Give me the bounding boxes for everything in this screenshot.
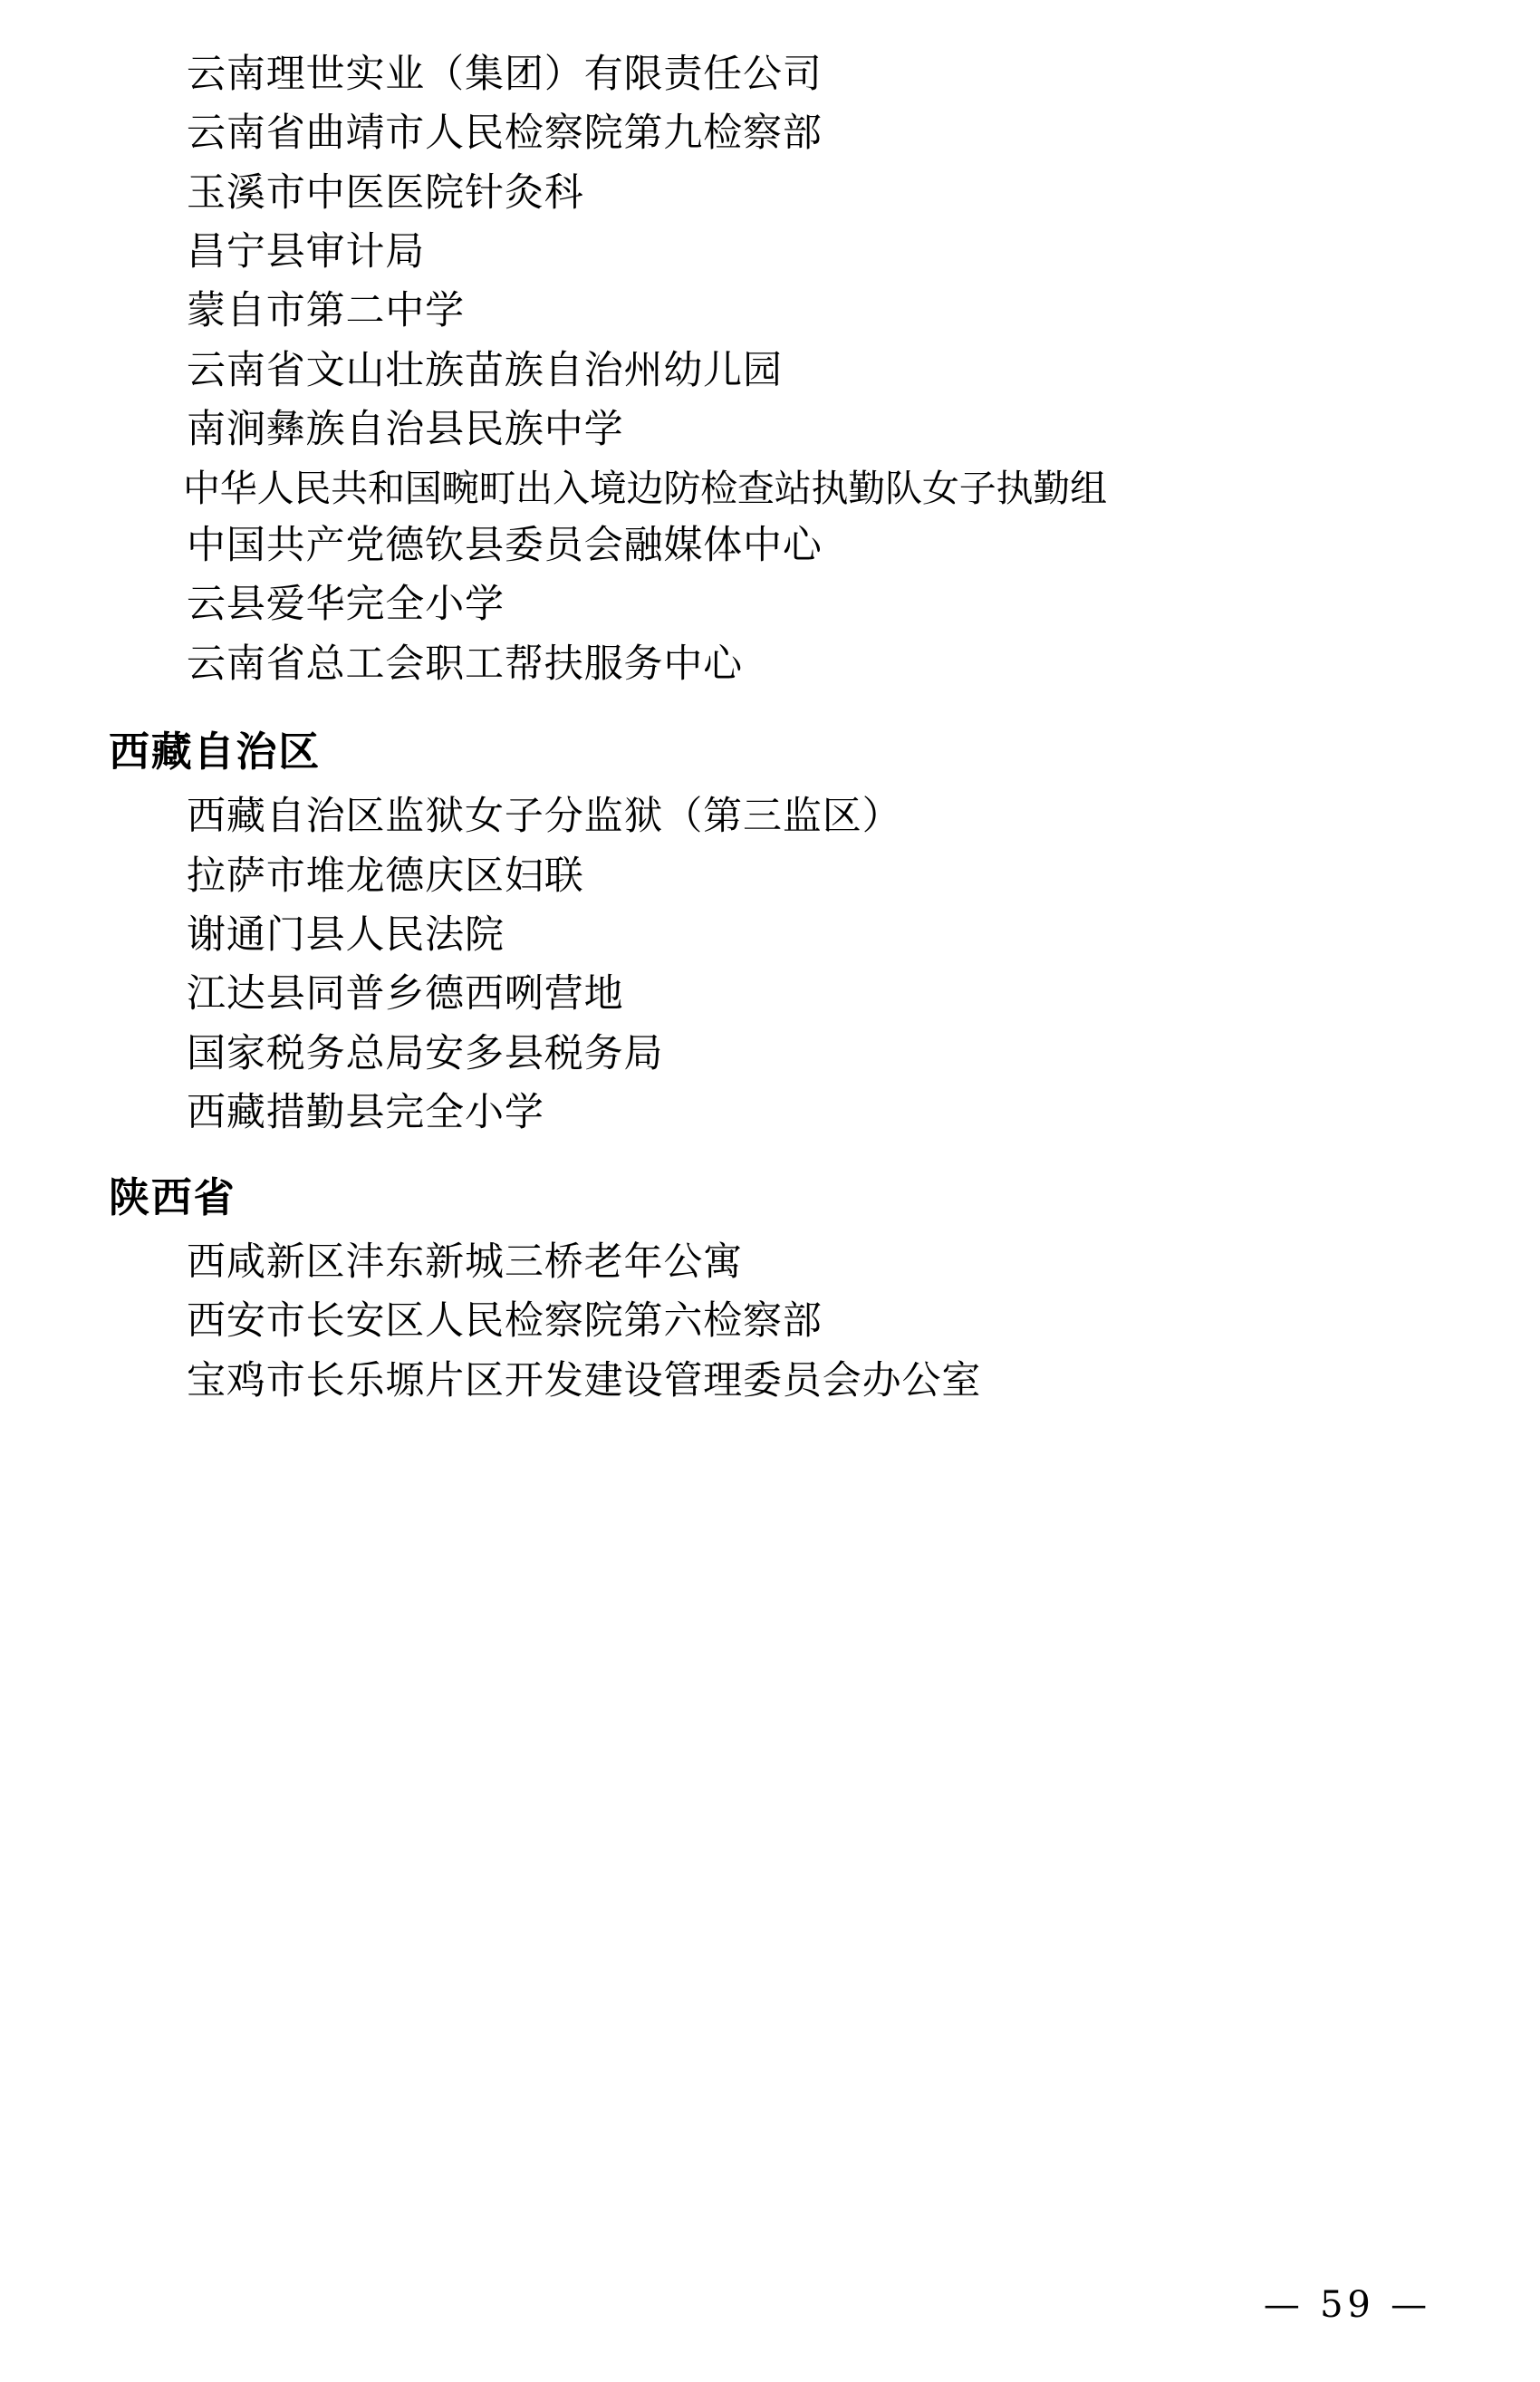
- list-item: 云南省总工会职工帮扶服务中心: [187, 641, 744, 687]
- list-item: 云南理世实业（集团）有限责任公司: [187, 52, 823, 97]
- section-shaanxi: [109, 1167, 1431, 1412]
- region-heading: 陕西省: [109, 1172, 236, 1221]
- list-item: 西咸新区沣东新城三桥老年公寓: [187, 1239, 744, 1286]
- list-item: 国家税务总局安多县税务局: [187, 1030, 664, 1076]
- list-item: 江达县同普乡德西咧营地: [187, 971, 624, 1017]
- list-item: 宝鸡市长乐塬片区开发建设管理委员会办公室: [187, 1357, 982, 1403]
- page-number: — 59 —: [1263, 2284, 1431, 2326]
- region-heading: 西藏自治区: [109, 727, 322, 776]
- list-item: 南涧彝族自治县民族中学: [187, 407, 624, 453]
- list-item: 西藏自治区监狱女子分监狱（第三监区）: [187, 794, 902, 840]
- list-item: 中华人民共和国畹町出入境边防检查站执勤队女子执勤组: [183, 466, 1107, 510]
- list-item: 昌宁县审计局: [187, 229, 426, 275]
- list-item: 西安市长安区人民检察院第六检察部: [187, 1298, 823, 1345]
- section-xizang: [109, 721, 1431, 1143]
- list-item: 蒙自市第二中学: [187, 288, 466, 334]
- section-list: [109, 45, 1431, 694]
- list-item: 中国共产党德钦县委员会融媒体中心: [187, 522, 823, 568]
- list-item: 玉溪市中医医院针灸科: [187, 169, 584, 216]
- document-body: [109, 36, 1431, 1411]
- list-item: 谢通门县人民法院: [187, 912, 505, 959]
- list-item: 云县爱华完全小学: [187, 582, 505, 628]
- list-item: 拉萨市堆龙德庆区妇联: [187, 853, 584, 899]
- list-item: 云南省曲靖市人民检察院第九检察部: [187, 111, 823, 157]
- list-item: 西藏措勤县完全小学: [187, 1090, 544, 1136]
- list-item: 云南省文山壮族苗族自治州幼儿园: [187, 347, 783, 393]
